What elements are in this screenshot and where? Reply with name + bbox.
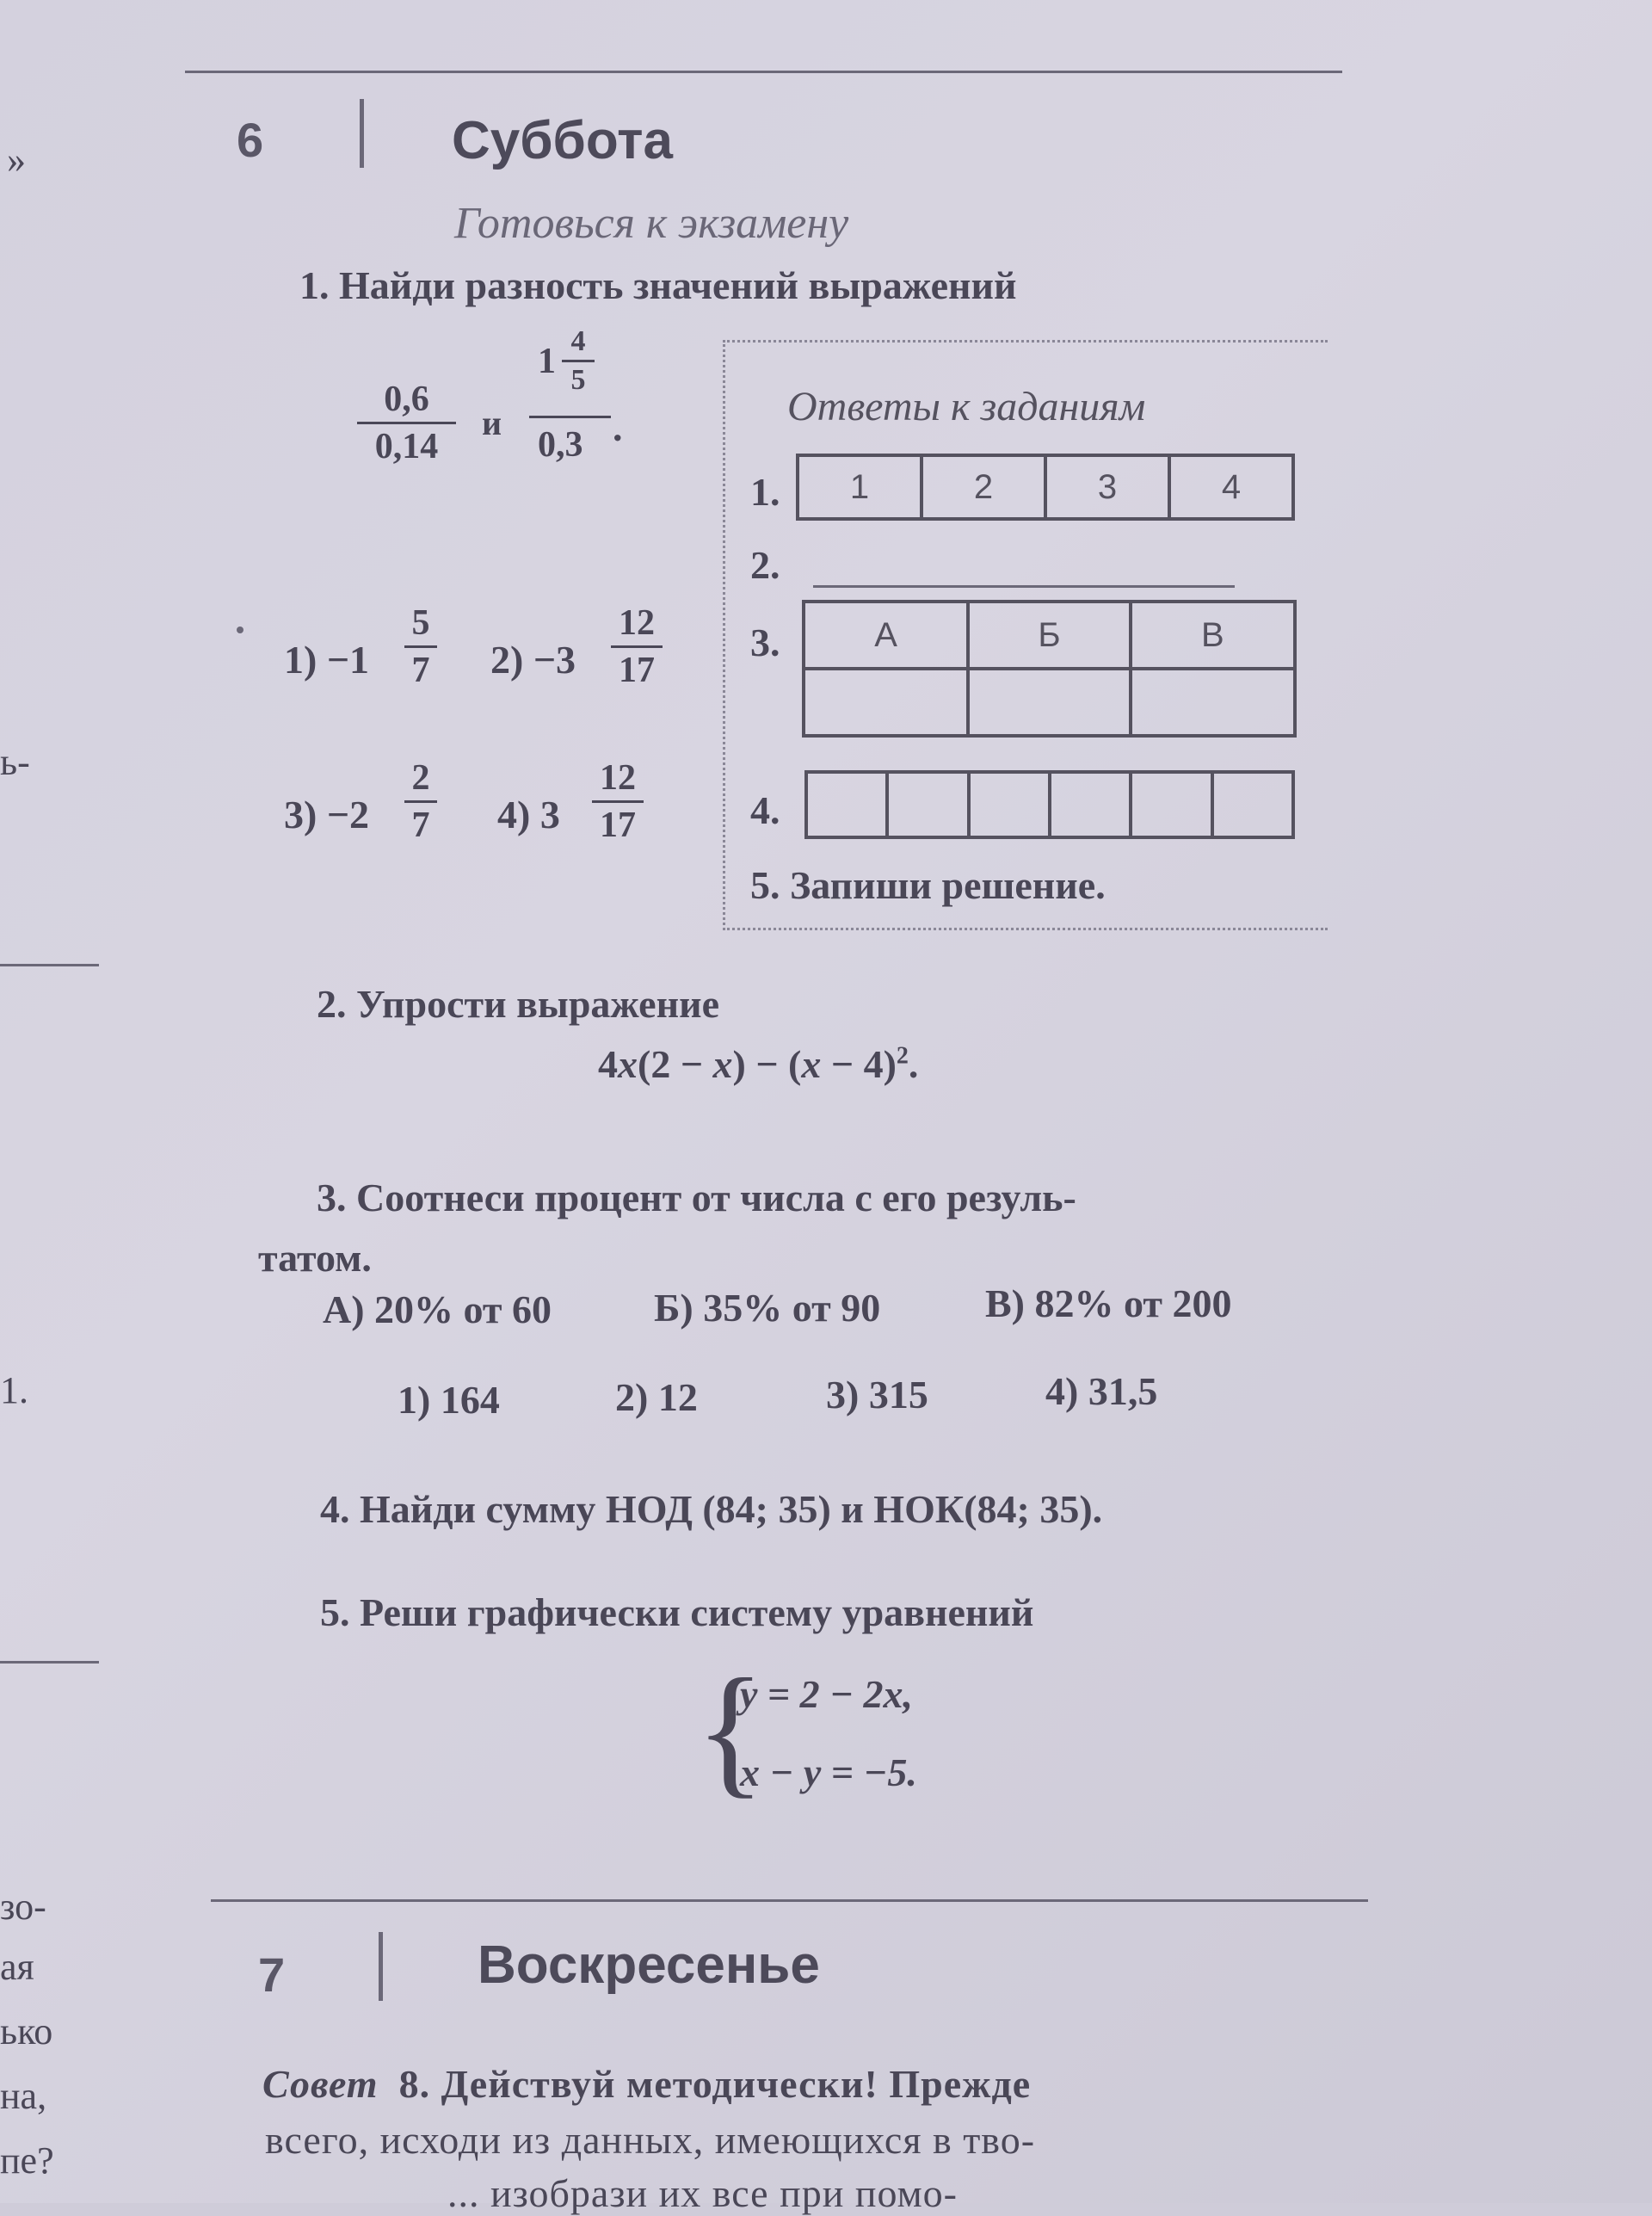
expr-var: x	[618, 1042, 638, 1086]
section-subtitle: Готовься к экзамену	[454, 199, 849, 248]
task2-expression	[598, 1041, 918, 1087]
option-fraction	[404, 602, 437, 691]
expr-part: ) − (	[732, 1042, 802, 1086]
conjunction: и	[482, 404, 502, 442]
margin-fragment: на,	[0, 2075, 47, 2117]
margin-fragment: »	[7, 139, 26, 181]
fraction-a	[357, 379, 456, 467]
option-fraction	[404, 757, 437, 846]
expr-part: .	[908, 1042, 919, 1086]
fraction-bar	[592, 800, 644, 803]
task2-statement: 2. Упрости выражение	[317, 982, 720, 1026]
tip-text: 8. Действуй методически! Прежде	[398, 2062, 1032, 2106]
answer-cell[interactable]	[969, 772, 1050, 837]
task5-statement: 5. Реши графически систему уравнений	[320, 1590, 1034, 1634]
margin-fragment: ая	[0, 1946, 34, 1988]
day-number: 6	[237, 113, 264, 167]
option-denominator: 7	[411, 651, 430, 690]
day-title: Воскресенье	[478, 1935, 820, 1995]
margin-rule	[0, 964, 99, 966]
period: .	[613, 405, 623, 449]
fraction-bar	[611, 645, 663, 648]
expr-var: x	[801, 1042, 822, 1086]
task3-result-2: 2) 12	[615, 1375, 698, 1419]
answer-header: В	[1131, 602, 1295, 669]
answer-cell[interactable]	[1212, 772, 1293, 837]
option-numerator: 12	[600, 758, 636, 798]
option-denominator: 17	[619, 651, 655, 690]
option-fraction	[611, 602, 663, 691]
answer-cell[interactable]: 2	[922, 455, 1045, 519]
header-divider	[360, 99, 364, 168]
answer-row-1-grid	[796, 454, 1295, 521]
task3-item-c: В) 82% от 200	[985, 1281, 1232, 1325]
answer-cell[interactable]	[1131, 772, 1211, 837]
fraction-bar	[529, 416, 611, 418]
answer-header: Б	[968, 602, 1131, 669]
fraction-bar	[562, 360, 595, 362]
answer-row-4-grid	[804, 770, 1295, 839]
expr-part: 4	[598, 1042, 618, 1086]
expr-part: (2 −	[638, 1042, 713, 1086]
margin-dot	[237, 627, 243, 633]
task3-statement-line1: 3. Соотнеси процент от числа с его резуль-	[317, 1176, 1076, 1219]
section-top-rule	[185, 71, 1342, 73]
fraction-b-inner	[562, 325, 595, 397]
task3-statement-line2: татом.	[258, 1236, 372, 1280]
margin-fragment: 1.	[0, 1369, 28, 1411]
answer-cell[interactable]: 3	[1045, 455, 1169, 519]
fraction-a-numerator: 0,6	[384, 380, 429, 419]
margin-fragment: зо-	[0, 1886, 46, 1928]
tip-line-1	[262, 2061, 1031, 2107]
option-numerator: 5	[411, 603, 430, 643]
margin-fragment: ь-	[0, 741, 30, 783]
answer-cell[interactable]	[806, 772, 887, 837]
answer-row-2-label: 2.	[750, 543, 780, 587]
fraction-b-inner-denominator: 5	[570, 364, 586, 396]
task1-statement: 1. Найди разность значений выражений	[299, 263, 1017, 307]
fraction-b	[529, 325, 624, 480]
answer-header: А	[804, 602, 968, 669]
option-label: 3) −2	[284, 793, 370, 836]
task5-equation-2: x − y = −5.	[740, 1750, 917, 1794]
answer-cell[interactable]	[968, 669, 1131, 736]
answer-row-2-line[interactable]	[813, 585, 1235, 588]
section-top-rule	[211, 1899, 1368, 1902]
option-label: 1) −1	[284, 638, 370, 682]
task3-result-3: 3) 315	[826, 1373, 928, 1417]
fraction-bar	[357, 422, 456, 424]
answer-row-1-label: 1.	[750, 470, 780, 514]
option-denominator: 7	[411, 806, 430, 845]
fraction-bar	[404, 645, 437, 648]
task4-statement: 4. Найди сумму НОД (84; 35) и НОК(84; 35).	[320, 1487, 1103, 1531]
task5-equation-1: y = 2 − 2x,	[740, 1672, 914, 1716]
expr-var: x	[712, 1042, 733, 1086]
tip-line-2: всего, исходи из данных, имеющихся в тво-	[265, 2118, 1036, 2162]
task3-result-4: 4) 31,5	[1045, 1369, 1158, 1413]
system-brace: {	[695, 1649, 766, 1811]
fraction-b-denominator: 0,3	[538, 425, 583, 465]
option-numerator: 12	[619, 603, 655, 643]
margin-rule	[0, 1661, 99, 1664]
header-divider	[379, 1932, 383, 2001]
answer-cell[interactable]	[804, 669, 968, 736]
fraction-b-whole: 1	[538, 342, 556, 381]
answer-row-5-text: 5. Запиши решение.	[750, 863, 1106, 907]
option-label: 2) −3	[490, 638, 576, 682]
answer-row-3-grid	[802, 600, 1297, 738]
fraction-b-inner-numerator: 4	[570, 325, 586, 357]
task3-item-b: Б) 35% от 90	[654, 1286, 881, 1330]
day-number: 7	[258, 1947, 286, 2002]
answers-title: Ответы к заданиям	[787, 384, 1146, 429]
expr-part: − 4)	[821, 1042, 897, 1086]
day-title: Суббота	[452, 111, 674, 170]
fraction-bar	[404, 800, 437, 803]
option-denominator: 17	[600, 806, 636, 845]
task3-item-a: А) 20% от 60	[323, 1287, 552, 1331]
answer-cell[interactable]	[1131, 669, 1295, 736]
tip-line-3: ... изобрази их все при помо-	[447, 2171, 958, 2215]
task3-result-1: 1) 164	[398, 1378, 500, 1422]
fraction-a-denominator: 0,14	[374, 427, 439, 466]
answer-cell[interactable]	[887, 772, 968, 837]
answer-cell[interactable]	[1050, 772, 1131, 837]
answer-cell[interactable]: 1	[798, 455, 922, 519]
option-fraction	[592, 757, 644, 846]
option-numerator: 2	[411, 758, 430, 798]
answer-row-3-label: 3.	[750, 620, 780, 664]
margin-fragment: пе?	[0, 2139, 54, 2182]
margin-fragment: ько	[0, 2010, 53, 2052]
answer-cell[interactable]: 4	[1169, 455, 1293, 519]
expr-exponent: 2	[896, 1042, 909, 1070]
tip-label: Совет	[262, 2062, 379, 2106]
option-label: 4) 3	[497, 793, 560, 836]
answer-row-4-label: 4.	[750, 788, 780, 832]
